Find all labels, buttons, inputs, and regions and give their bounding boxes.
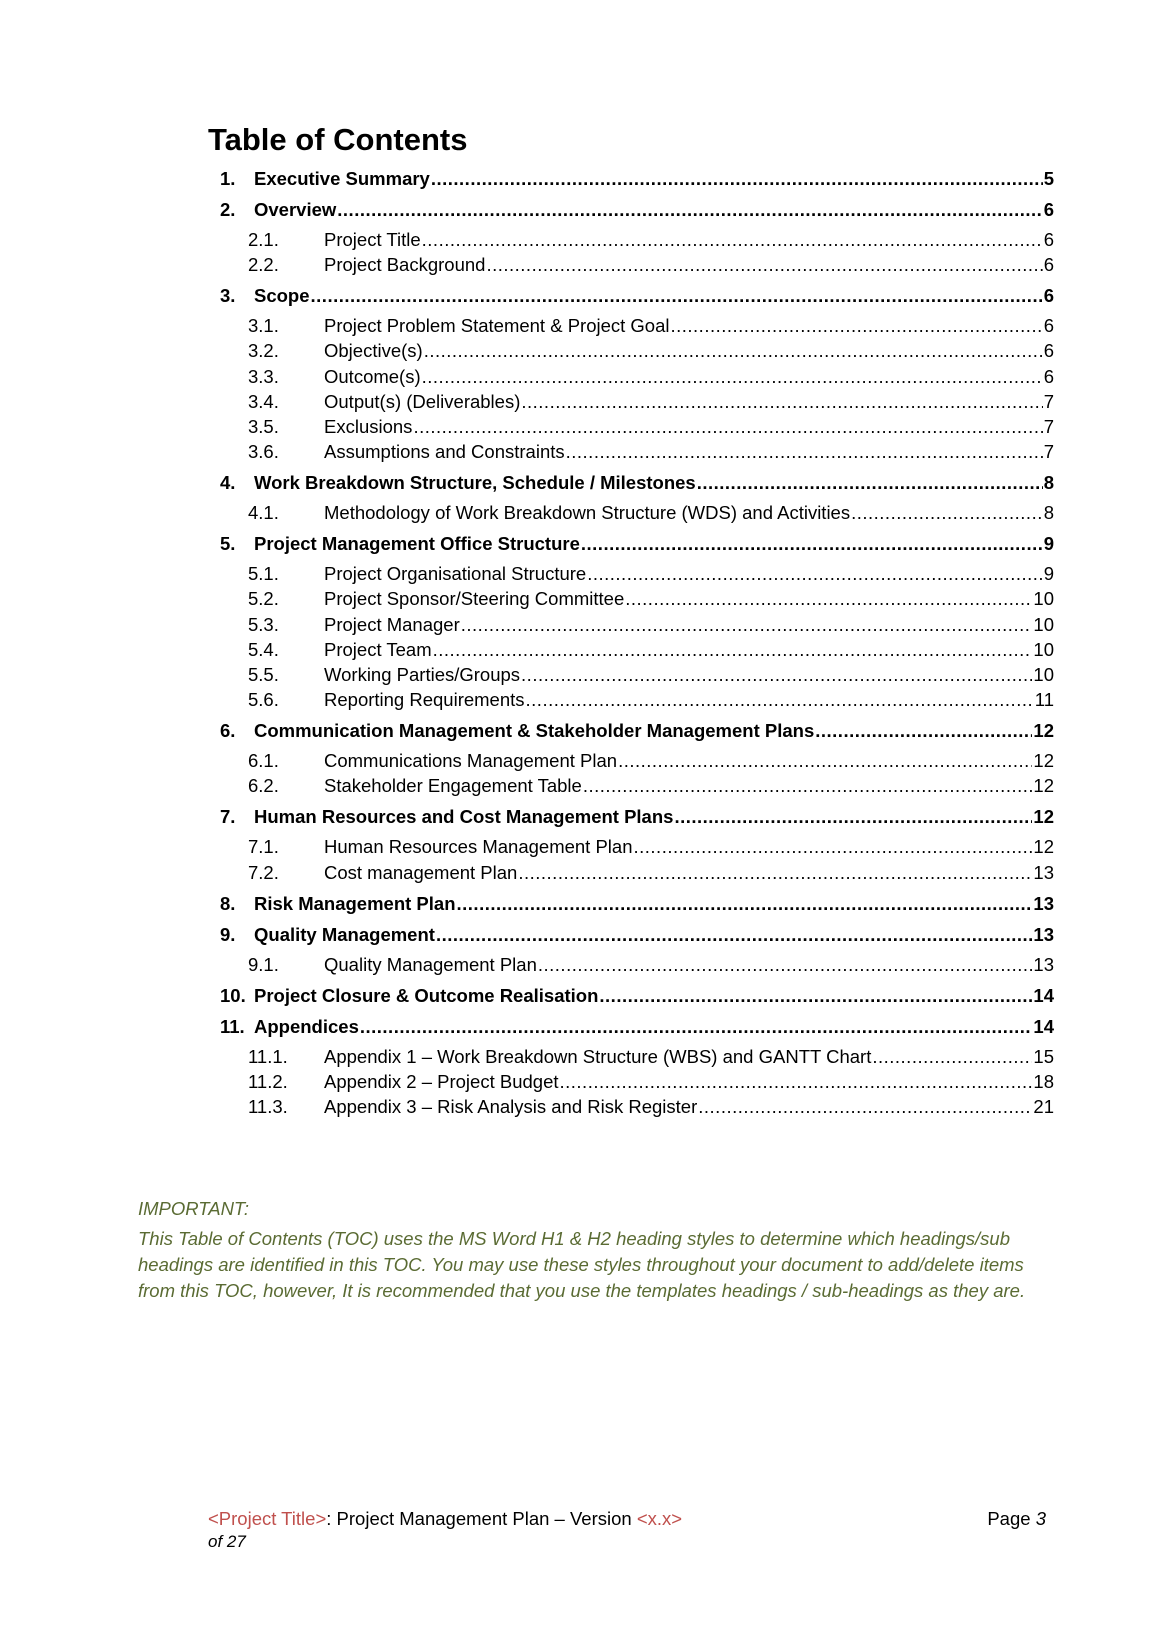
- toc-dot-leader: [486, 254, 1042, 276]
- toc-entry-text[interactable]: Outcome(s): [324, 365, 421, 387]
- toc-dot-leader: [422, 366, 1043, 388]
- toc-dot-leader: [311, 285, 1043, 307]
- toc-dot-leader: [538, 954, 1033, 976]
- toc-entry-page: 12: [1033, 720, 1054, 742]
- toc-entry-page: 12: [1033, 750, 1054, 772]
- toc-entry-text[interactable]: Overview: [254, 199, 337, 220]
- toc-entry-page: 18: [1033, 1070, 1054, 1092]
- toc-entry-text[interactable]: Objective(s): [324, 340, 423, 362]
- toc-entry-text[interactable]: Assumptions and Constraints: [324, 441, 565, 463]
- toc-entry-page: 12: [1033, 775, 1054, 797]
- note-label: IMPORTANT:: [138, 1198, 249, 1219]
- toc-entry-subheading[interactable]: [220, 441, 1054, 467]
- toc-entry-heading[interactable]: [220, 199, 1054, 225]
- toc-entry-subheading[interactable]: [220, 391, 1054, 417]
- toc-entry-text[interactable]: Stakeholder Engagement Table: [324, 775, 582, 797]
- toc-entry-number: 7.2.: [248, 861, 279, 883]
- toc-entry-text[interactable]: Methodology of Work Breakdown Structure (WDS) and Activities: [324, 502, 851, 524]
- toc-entry-text[interactable]: Reporting Requirements: [324, 689, 525, 711]
- version-placeholder: <x.x>: [636, 1508, 683, 1529]
- toc-entry-subheading[interactable]: [220, 588, 1054, 614]
- toc-entry-page: 9: [1043, 563, 1054, 585]
- toc-dot-leader: [424, 340, 1043, 362]
- toc-entry-text[interactable]: Appendix 1 – Work Breakdown Structure (WBS) and GANTT Chart: [324, 1045, 872, 1067]
- toc-entry-text[interactable]: Communication Management & Stakeholder Management Plans: [254, 720, 815, 742]
- toc-entry-number: 5.2.: [248, 588, 279, 610]
- toc-entry-page: 14: [1033, 984, 1054, 1006]
- toc-entry-heading[interactable]: [220, 1016, 1054, 1042]
- toc-entry-text[interactable]: Exclusions: [324, 416, 413, 437]
- toc-entry-number: 4.1.: [248, 502, 279, 524]
- toc-dot-leader: [815, 720, 1032, 742]
- toc-dot-leader: [461, 614, 1033, 636]
- toc-entry-page: 7: [1043, 441, 1054, 463]
- toc-entry-text[interactable]: Working Parties/Groups: [324, 664, 521, 685]
- toc-entry-text[interactable]: Quality Management: [254, 923, 435, 945]
- toc-dot-leader: [518, 862, 1032, 884]
- note-body: This Table of Contents (TOC) uses the MS Word H1 & H2 heading styles to determine which headings/sub headings are identified in this TOC. You may use these styles throughout your document to add/delete items from this TOC, however, It is recommended that you use the templates headings / sub-headings as they are.: [138, 1228, 1026, 1301]
- toc-entry-number: 6.2.: [248, 775, 279, 797]
- toc-entry-heading[interactable]: [220, 806, 1054, 832]
- toc-entry-subheading[interactable]: [220, 1096, 1054, 1122]
- toc-entry-subheading[interactable]: [220, 775, 1054, 801]
- toc-entry-number: 3.3.: [248, 365, 279, 387]
- toc-entry-text[interactable]: Appendices: [254, 1015, 359, 1037]
- toc-entry-subheading[interactable]: [220, 862, 1054, 888]
- toc-entry-text[interactable]: Scope: [254, 285, 310, 307]
- toc-entry-number: 9.1.: [248, 953, 279, 975]
- footer-doc-label: : Project Management Plan – Version: [326, 1508, 637, 1529]
- toc-entry-number: 6.: [220, 720, 236, 742]
- toc-entry-page: 13: [1033, 953, 1054, 975]
- toc-entry-heading[interactable]: [220, 285, 1054, 311]
- toc-entry-text[interactable]: Project Problem Statement & Project Goal: [324, 315, 670, 337]
- toc-entry-page: 10: [1033, 664, 1054, 685]
- toc-dot-leader: [581, 533, 1043, 555]
- toc-dot-leader: [521, 664, 1032, 686]
- toc-entry-heading[interactable]: [220, 168, 1054, 194]
- toc-dot-leader: [337, 199, 1042, 221]
- toc-dot-leader: [431, 168, 1043, 190]
- toc-entry-text[interactable]: Project Manager: [324, 613, 460, 635]
- toc-entry-number: 5.5.: [248, 664, 279, 685]
- toc-entry-number: 1.: [220, 168, 236, 189]
- page-footer: [208, 1508, 1046, 1552]
- toc-entry-number: 11.3.: [248, 1096, 288, 1117]
- toc-entry-page: 6: [1043, 365, 1054, 387]
- toc-entry-text[interactable]: Output(s) (Deliverables): [324, 390, 521, 412]
- toc-title: Table of Contents: [208, 122, 468, 157]
- toc-entry-page: 11: [1034, 689, 1054, 711]
- toc-entry-text[interactable]: Human Resources and Cost Management Plans: [254, 806, 674, 828]
- toc-entry-page: 14: [1033, 1015, 1054, 1037]
- project-title-placeholder: <Project Title>: [208, 1508, 327, 1529]
- toc-entry-text[interactable]: Project Organisational Structure: [324, 563, 587, 585]
- toc-entry-number: 8.: [220, 892, 236, 914]
- toc-entry-page: 6: [1043, 340, 1054, 362]
- toc-entry-subheading[interactable]: [220, 1071, 1054, 1097]
- toc-entry-text[interactable]: Project Management Office Structure: [254, 533, 580, 555]
- toc-dot-leader: [526, 689, 1034, 711]
- toc-entry-text[interactable]: Appendix 3 – Risk Analysis and Risk Register: [324, 1096, 698, 1117]
- toc-entry-text[interactable]: Risk Management Plan: [254, 892, 456, 914]
- toc-dot-leader: [521, 391, 1042, 413]
- toc-entry-subheading[interactable]: [220, 502, 1054, 528]
- toc-entry-page: 7: [1043, 416, 1054, 437]
- toc-entry-page: 12: [1033, 806, 1054, 828]
- toc-entry-text[interactable]: Executive Summary: [254, 168, 430, 189]
- toc-entry-text[interactable]: Work Breakdown Structure, Schedule / Milestones: [254, 472, 696, 494]
- toc-entry-page: 7: [1043, 390, 1054, 412]
- toc-dot-leader: [670, 315, 1042, 337]
- toc-entry-subheading[interactable]: [220, 664, 1054, 690]
- footer-page-label: [987, 1508, 1046, 1530]
- toc-entry-heading[interactable]: [220, 720, 1054, 746]
- toc-entry-subheading[interactable]: [220, 689, 1054, 715]
- toc-entry-text[interactable]: Project Background: [324, 254, 486, 276]
- toc-entry-heading[interactable]: [220, 924, 1054, 950]
- toc-entry-number: 6.1.: [248, 750, 279, 772]
- toc-entry-subheading[interactable]: [220, 315, 1054, 341]
- toc-entry-number: 3.2.: [248, 340, 279, 362]
- toc-entry-heading[interactable]: [220, 985, 1054, 1011]
- toc-dot-leader: [634, 836, 1033, 858]
- toc-entry-subheading[interactable]: [220, 639, 1054, 665]
- toc-entry-page: 21: [1033, 1096, 1054, 1117]
- toc-entry-number: 3.5.: [248, 416, 279, 437]
- toc-entry-number: 5.: [220, 533, 236, 555]
- toc-entry-number: 9.: [220, 923, 236, 945]
- page-total: of 27: [208, 1532, 246, 1551]
- toc-entry-page: 13: [1033, 923, 1054, 945]
- toc-entry-number: 3.6.: [248, 441, 279, 463]
- toc-entry-number: 4.: [220, 472, 236, 494]
- toc-dot-leader: [587, 563, 1042, 585]
- toc-dot-leader: [698, 1096, 1032, 1118]
- toc-entry-number: 5.3.: [248, 613, 279, 635]
- page-prefix: Page: [987, 1508, 1036, 1529]
- toc-entry-number: 7.1.: [248, 836, 279, 858]
- toc-entry-subheading[interactable]: [220, 229, 1054, 255]
- toc-entry-subheading[interactable]: [220, 750, 1054, 776]
- toc-entry-heading[interactable]: [220, 893, 1054, 919]
- toc-entry-text[interactable]: Communications Management Plan: [324, 750, 618, 772]
- toc-entry-text[interactable]: Project Team: [324, 638, 432, 660]
- toc-entry-text[interactable]: Project Closure & Outcome Realisation: [254, 984, 599, 1006]
- toc-dot-leader: [618, 750, 1032, 772]
- toc-entry-page: 6: [1043, 285, 1054, 307]
- toc-entry-text[interactable]: Cost management Plan: [324, 861, 518, 883]
- toc-entry-page: 10: [1033, 613, 1054, 635]
- toc-entry-text[interactable]: Human Resources Management Plan: [324, 836, 633, 858]
- toc-entry-subheading[interactable]: [220, 614, 1054, 640]
- toc-entry-number: 5.6.: [248, 689, 279, 711]
- important-note: [138, 1196, 1058, 1304]
- toc-entry-subheading[interactable]: [220, 254, 1054, 280]
- toc-entry-text[interactable]: Quality Management Plan: [324, 953, 537, 975]
- toc-dot-leader: [433, 639, 1033, 661]
- toc-entry-page: 13: [1033, 892, 1054, 914]
- toc-entry-heading[interactable]: [220, 472, 1054, 498]
- toc-entry-subheading[interactable]: [220, 563, 1054, 589]
- toc-entry-page: 5: [1043, 168, 1054, 189]
- toc-entry-text[interactable]: Project Sponsor/Steering Committee: [324, 588, 625, 610]
- toc-dot-leader: [872, 1046, 1032, 1068]
- toc-entry-number: 3.: [220, 285, 236, 307]
- toc-dot-leader: [422, 229, 1043, 251]
- toc-dot-leader: [674, 806, 1032, 828]
- toc-entry-page: 8: [1043, 472, 1054, 494]
- toc-entry-page: 6: [1043, 199, 1054, 220]
- toc-entry-number: 10.: [220, 984, 246, 1006]
- toc-entry-subheading[interactable]: [220, 416, 1054, 442]
- toc-dot-leader: [583, 775, 1033, 797]
- toc-entry-number: 3.1.: [248, 315, 279, 337]
- toc-entry-number: 11.: [220, 1015, 245, 1037]
- toc-entry-text[interactable]: Appendix 2 – Project Budget: [324, 1070, 559, 1092]
- toc-entry-subheading[interactable]: [220, 1046, 1054, 1072]
- toc-entry-subheading[interactable]: [220, 836, 1054, 862]
- toc-dot-leader: [697, 472, 1043, 494]
- toc-entry-page: 6: [1043, 254, 1054, 276]
- toc-dot-leader: [599, 985, 1032, 1007]
- toc-entry-page: 8: [1043, 502, 1054, 524]
- toc-entry-page: 12: [1033, 836, 1054, 858]
- toc-entry-number: 11.1.: [248, 1045, 288, 1067]
- toc-entry-subheading[interactable]: [220, 340, 1054, 366]
- toc-dot-leader: [360, 1016, 1033, 1038]
- toc-entry-number: 5.1.: [248, 563, 279, 585]
- toc-dot-leader: [625, 588, 1032, 610]
- page-number: 3: [1035, 1508, 1046, 1529]
- toc-entry-page: 6: [1043, 315, 1054, 337]
- toc-entry-page: 13: [1033, 861, 1054, 883]
- toc-entry-text[interactable]: Project Title: [324, 229, 421, 250]
- toc-entry-subheading[interactable]: [220, 954, 1054, 980]
- toc-entry-subheading[interactable]: [220, 366, 1054, 392]
- toc-entry-page: 15: [1033, 1045, 1054, 1067]
- toc-dot-leader: [566, 441, 1043, 463]
- toc-entry-number: 2.1.: [248, 229, 279, 250]
- toc-entry-number: 7.: [220, 806, 236, 828]
- toc-entry-heading[interactable]: [220, 533, 1054, 559]
- toc-entry-number: 11.2.: [248, 1070, 288, 1092]
- toc-entry-page: 10: [1033, 588, 1054, 610]
- footer-doc-title: [208, 1508, 682, 1530]
- toc-entry-number: 3.4.: [248, 390, 279, 412]
- toc-entry-page: 9: [1043, 533, 1054, 555]
- toc-entry-number: 2.: [220, 199, 236, 220]
- toc-dot-leader: [560, 1071, 1033, 1093]
- toc-entry-number: 2.2.: [248, 254, 279, 276]
- toc-entry-page: 6: [1043, 229, 1054, 250]
- toc-dot-leader: [457, 893, 1033, 915]
- toc-entry-page: 10: [1033, 638, 1054, 660]
- toc-dot-leader: [413, 416, 1042, 438]
- toc-dot-leader: [436, 924, 1032, 946]
- toc-entry-number: 5.4.: [248, 638, 279, 660]
- toc-dot-leader: [851, 502, 1043, 524]
